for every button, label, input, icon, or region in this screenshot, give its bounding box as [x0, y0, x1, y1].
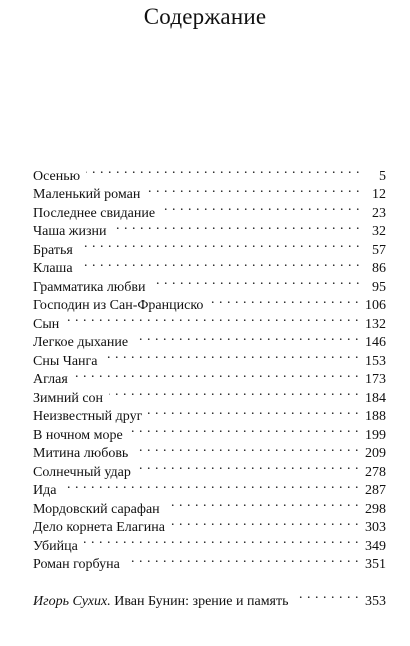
- toc-entry: [33, 383, 386, 406]
- toc-entry-page: 32: [372, 224, 386, 239]
- toc-entry: [33, 272, 386, 295]
- toc-entry-title: Грамматика любви: [33, 279, 146, 295]
- toc-entry-page: 188: [365, 409, 386, 424]
- afterword-essay-title: Иван Бунин: зрение и память: [110, 593, 289, 609]
- toc-entry-title: Чаша жизни: [33, 224, 107, 239]
- toc-entry-page: 132: [365, 316, 386, 332]
- toc-entry-page: 95: [372, 279, 386, 295]
- toc-entry-page: 287: [365, 483, 386, 498]
- toc-leader-dots: [65, 309, 359, 328]
- toc-leader-dots: [84, 531, 359, 550]
- toc-leader-dots: [74, 365, 359, 384]
- toc-entry-page: 12: [372, 187, 386, 202]
- toc-leader-dots: [129, 420, 359, 439]
- toc-entry: [33, 309, 386, 332]
- toc-entry-title: Дело корнета Елагина: [33, 520, 165, 535]
- toc-entry-page: 298: [365, 501, 386, 517]
- toc-entry-title: Сын: [33, 316, 60, 332]
- toc-entry-title: Ида: [33, 483, 57, 498]
- toc-leader-dots: [62, 476, 359, 495]
- toc-leader-dots: [146, 180, 360, 199]
- toc-entry-title: Мордовский сарафан: [33, 501, 160, 517]
- toc-leader-dots: [137, 457, 359, 476]
- toc-leader-dots: [134, 328, 359, 347]
- toc-entry-page: 5: [379, 168, 386, 184]
- toc-entry-page: 303: [365, 520, 386, 535]
- toc-entry: [33, 235, 386, 258]
- toc-leader-dots: [126, 550, 359, 569]
- toc-entry-page: 86: [372, 261, 386, 276]
- toc-leader-dots: [134, 439, 359, 458]
- table-of-contents: [33, 161, 386, 609]
- afterword-author: Игорь Сухих.: [33, 593, 111, 609]
- toc-entry-page: 349: [365, 538, 386, 554]
- toc-entry: [33, 254, 386, 276]
- toc-entry-title: Легкое дыхание: [33, 335, 129, 350]
- toc-leader-dots: [161, 198, 360, 217]
- toc-entry-title: Митина любовь: [33, 446, 129, 461]
- page-title: Содержание: [143, 4, 267, 29]
- toc-entry-title: Последнее свидание: [33, 205, 156, 221]
- toc-entry: [33, 180, 386, 202]
- toc-entry-page: 173: [365, 372, 386, 387]
- toc-entry-page: 23: [372, 205, 386, 221]
- toc-leader-dots: [171, 513, 359, 532]
- toc-leader-dots: [152, 272, 361, 291]
- toc-entry-page: 351: [365, 557, 386, 572]
- toc-leader-dots: [79, 254, 360, 273]
- toc-entry-title: Клаша: [33, 261, 73, 276]
- toc-entry-title: Убийца: [33, 538, 78, 554]
- toc-leader-dots: [79, 235, 360, 254]
- toc-entry-page: 146: [365, 335, 386, 350]
- toc-leader-dots: [148, 402, 359, 421]
- toc-leader-dots: [109, 383, 359, 402]
- toc-leader-dots: [86, 161, 360, 180]
- toc-entry-title: Господин из Сан-Франциско: [33, 298, 204, 313]
- toc-entry-page: 209: [365, 446, 386, 461]
- toc-entry-title: Неизвестный друг: [33, 409, 143, 424]
- toc-leader-dots: [209, 291, 359, 310]
- toc-entry: [33, 476, 386, 498]
- toc-entry-title: Братья: [33, 242, 73, 258]
- toc-afterword-title: [33, 593, 289, 612]
- toc-entry-title: Маленький роман: [33, 187, 141, 202]
- toc-entry: [33, 550, 386, 572]
- toc-entry-title: Сны Чанга: [33, 353, 98, 369]
- toc-entry-page: 106: [365, 298, 386, 313]
- toc-leader-dots: [113, 217, 361, 236]
- toc-entry-title: Зимний сон: [33, 390, 104, 406]
- toc-entry-title: Роман горбуна: [33, 557, 120, 572]
- toc-entry: [33, 365, 386, 387]
- toc-entry-page: 278: [365, 464, 386, 480]
- toc-entry-title: Солнечный удар: [33, 464, 131, 480]
- toc-entry: [33, 531, 386, 554]
- toc-leader-dots: [295, 586, 360, 605]
- toc-entry: [33, 161, 386, 184]
- toc-entry: [33, 494, 386, 517]
- toc-entry-title: Осенью: [33, 168, 81, 184]
- toc-leader-dots: [104, 346, 360, 365]
- toc-entry-page: 353: [365, 593, 386, 609]
- toc-entry-title: В ночном море: [33, 427, 123, 443]
- toc-entry-title: Аглая: [33, 372, 68, 387]
- toc-entry-page: 153: [365, 353, 386, 369]
- toc-entry-page: 184: [365, 390, 386, 406]
- toc-entry: [33, 328, 386, 350]
- toc-entry-afterword: [33, 586, 386, 609]
- toc-leader-dots: [166, 494, 359, 513]
- toc-entry-page: 199: [365, 427, 386, 443]
- toc-entry-page: 57: [372, 242, 386, 258]
